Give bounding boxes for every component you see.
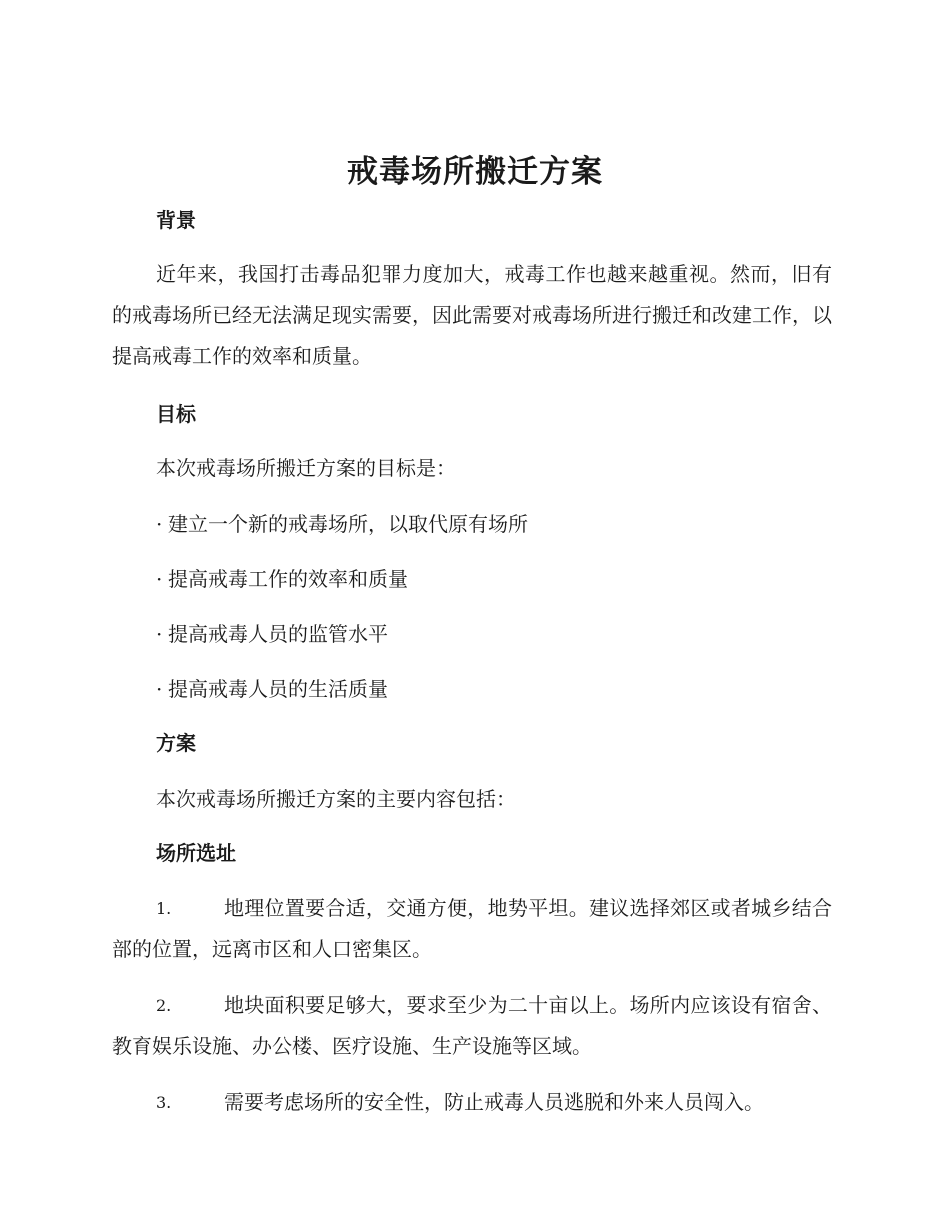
heading-site-selection: 场所选址 — [156, 841, 236, 865]
list-item — [156, 675, 388, 703]
list-item-text: 建立一个新的戒毒场所，以取代原有场所 — [168, 512, 528, 536]
document-title: 戒毒场所搬迁方案 — [347, 154, 603, 190]
bullet-icon: · — [156, 677, 163, 701]
bullet-icon: · — [156, 622, 163, 646]
item-text: 需要考虑场所的安全性，防止戒毒人员逃脱和外来人员闯入。 — [224, 1090, 764, 1114]
item-text: 地块面积要足够大，要求至少为二十亩以上。场所内应该设有宿舍、教育娱乐设施、办公楼、医疗设施、生产设施等区域。 — [112, 993, 832, 1058]
plan-intro: 本次戒毒场所搬迁方案的主要内容包括： — [156, 787, 516, 811]
numbered-item — [112, 1082, 832, 1123]
item-number: 3. — [156, 1093, 172, 1112]
numbered-item — [112, 888, 832, 970]
list-item — [156, 510, 528, 538]
bullet-icon: · — [156, 512, 163, 536]
heading-plan: 方案 — [156, 731, 196, 755]
list-item-text: 提高戒毒工作的效率和质量 — [168, 567, 408, 591]
bullet-icon: · — [156, 567, 163, 591]
heading-goals: 目标 — [156, 402, 196, 426]
heading-background: 背景 — [156, 208, 196, 232]
list-item-text: 提高戒毒人员的监管水平 — [168, 622, 388, 646]
list-item — [156, 565, 408, 593]
goals-intro: 本次戒毒场所搬迁方案的目标是： — [156, 456, 456, 480]
list-item — [156, 620, 388, 648]
item-text: 地理位置要合适，交通方便，地势平坦。建议选择郊区或者城乡结合部的位置，远离市区和人口密集区。 — [112, 896, 832, 961]
item-number: 2. — [156, 996, 172, 1015]
list-item-text: 提高戒毒人员的生活质量 — [168, 677, 388, 701]
paragraph-background: 近年来，我国打击毒品犯罪力度加大，戒毒工作也越来越重视。然而，旧有的戒毒场所已经无法满足现实需要，因此需要对戒毒场所进行搬迁和改建工作，以提高戒毒工作的效率和质量。 — [112, 262, 832, 368]
item-number: 1. — [156, 899, 172, 918]
numbered-item — [112, 985, 832, 1067]
